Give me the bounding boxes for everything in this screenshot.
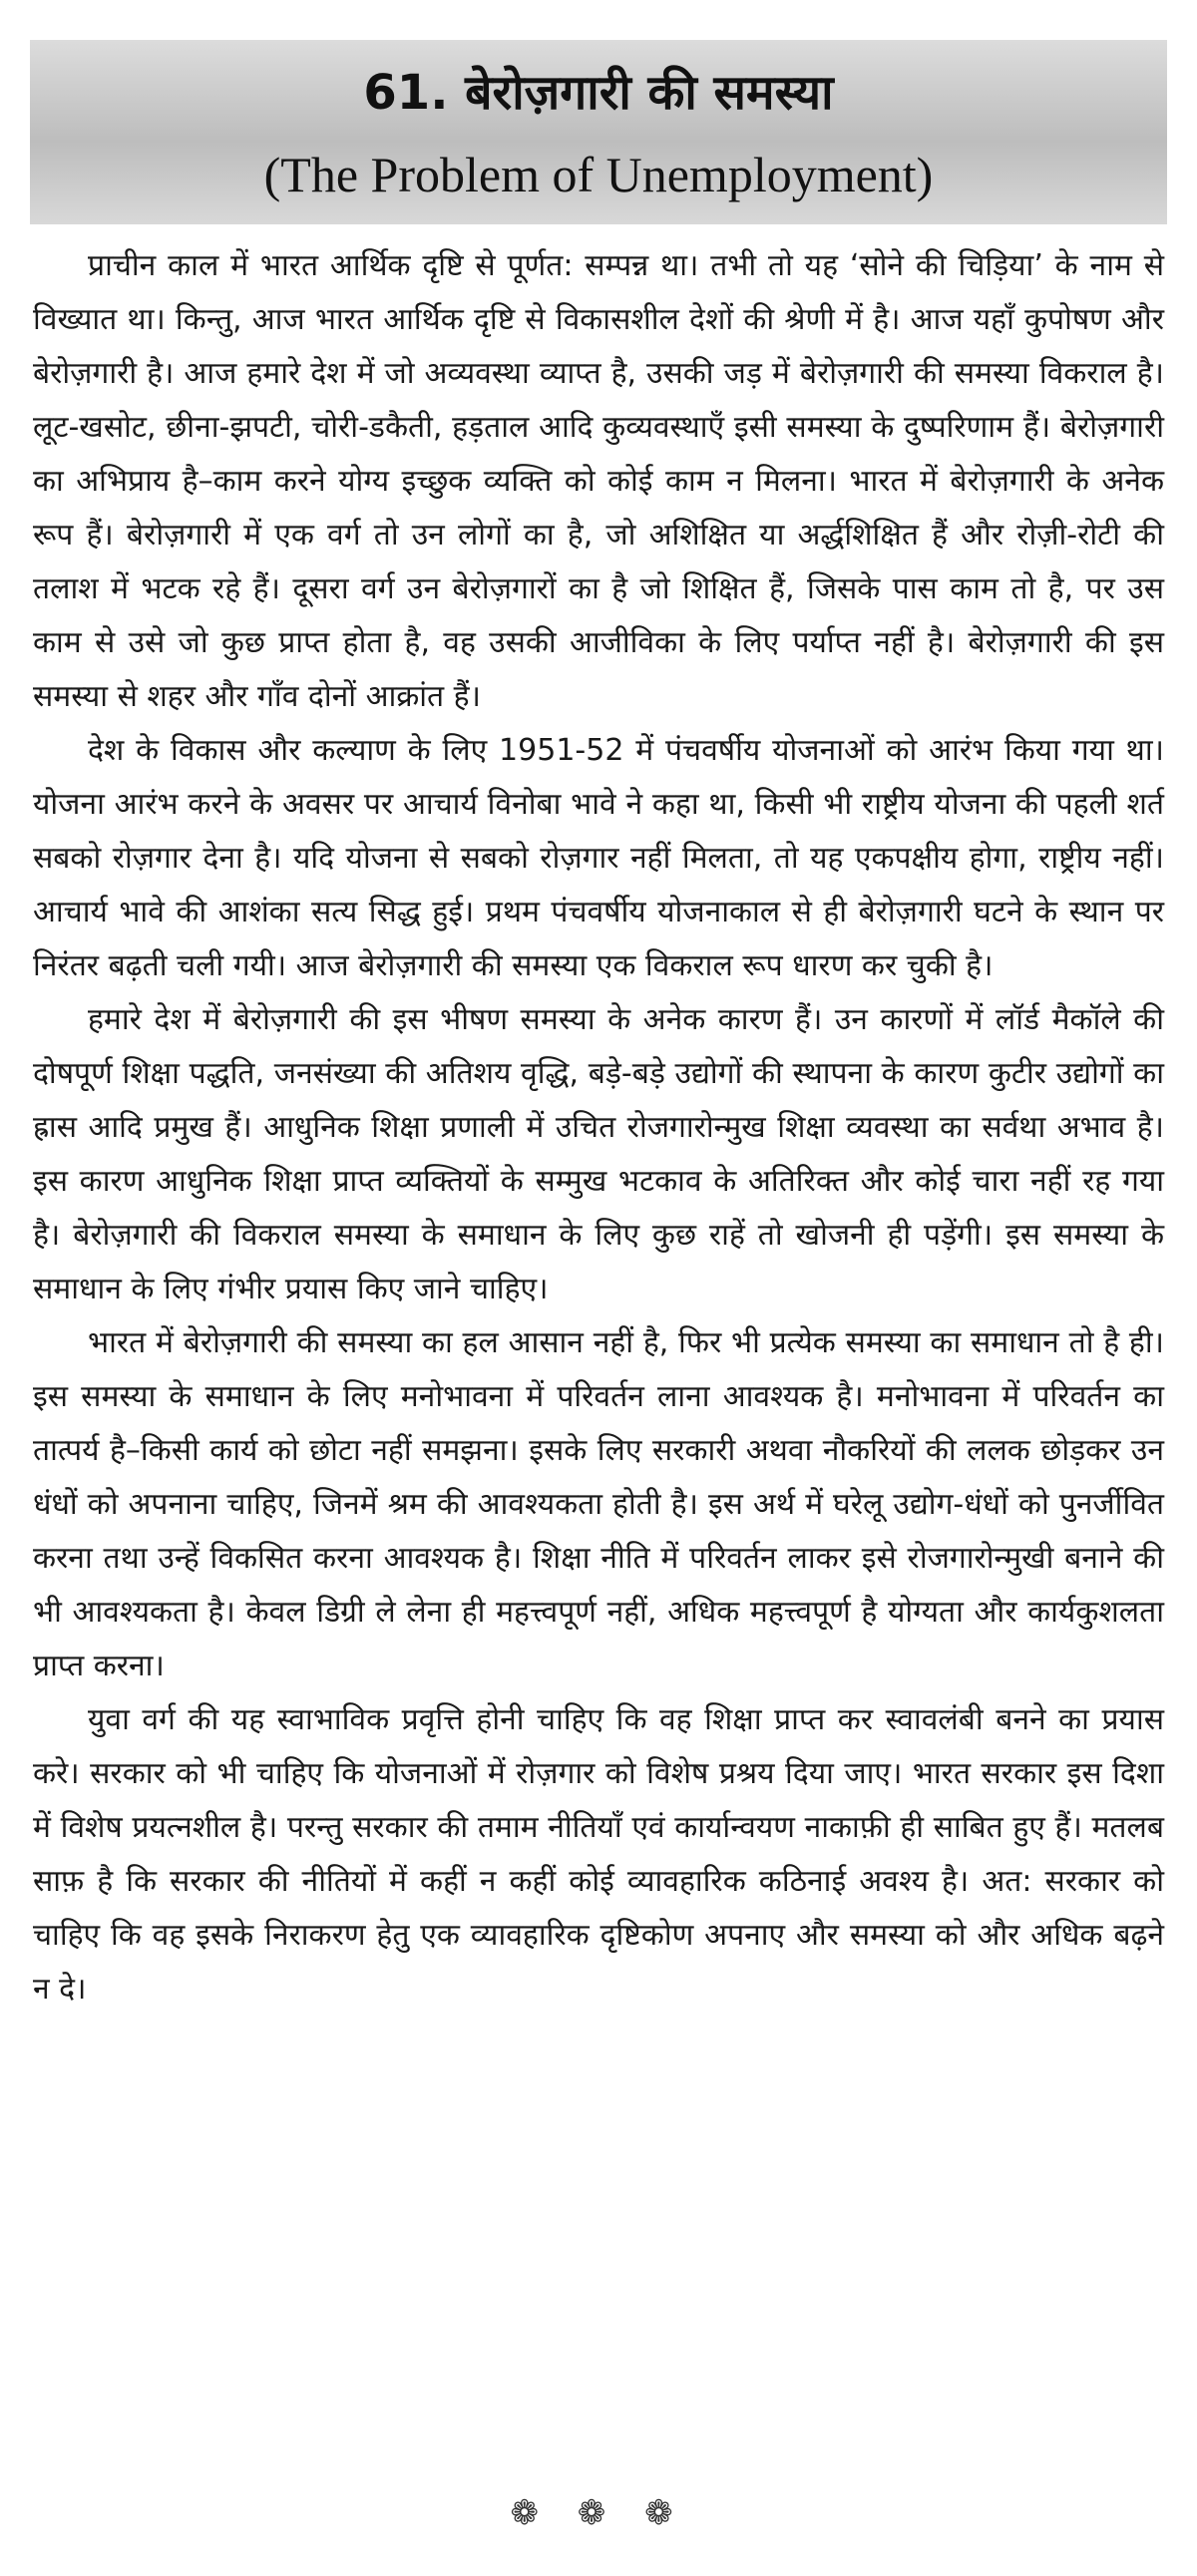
essay-title-hindi: 61. बेरोज़गारी की समस्या (363, 65, 834, 121)
end-ornaments (0, 2493, 1197, 2533)
essay-body (33, 239, 1164, 2017)
paragraph-5: युवा वर्ग की यह स्वाभाविक प्रवृत्ति होनी चाहिए कि वह शिक्षा प्राप्त कर स्वावलंबी बनने का प्रयास करे। सरकार को भी चाहिए कि योजनाओं में रोज़गार को विशेष प्रश्रय दिया जाए। भारत सरकार इस दिशा में विशेष प्रयत्नशील है। परन्तु सरकार की तमाम नीतियाँ एवं कार्यान्वयण नाकाफ़ी ही साबित हुए हैं। मतलब साफ़ है कि सरकार की नीतियों में कहीं न कहीं कोई व्यावहारिक कठिनाई अवश्य है। अत: सरकार को चाहिए कि वह इसके निराकरण हेतु एक व्यावहारिक दृष्टिकोण अपनाए और समस्या को और अधिक बढ़ने न दे। (33, 1702, 1164, 2007)
paragraph-4: भारत में बेरोज़गारी की समस्या का हल आसान नहीं है, फिर भी प्रत्येक समस्या का समाधान तो है ही। इस समस्या के समाधान के लिए मनोभावना में परिवर्तन लाना आवश्यक है। मनोभावना में परिवर्तन का तात्पर्य है–किसी कार्य को छोटा नहीं समझना। इसके लिए सरकारी अथवा नौकरियों की ललक छोड़कर उन धंधों को अपनाना चाहिए, जिनमें श्रम की आवश्यकता होती है। इस अर्थ में घरेलू उद्योग-धंधों को पुनर्जीवित करना तथा उन्हें विकसित करना आवश्यक है। शिक्षा नीति में परिवर्तन लाकर इसे रोजगारोन्मुखी बनाने की भी आवश्यकता है। केवल डिग्री ले लेना ही महत्त्वपूर्ण नहीं, अधिक महत्त्वपूर्ण है योग्यता और कार्यकुशलता प्राप्त करना। (33, 1325, 1164, 1683)
paragraph-2: देश के विकास और कल्याण के लिए 1951-52 में पंचवर्षीय योजनाओं को आरंभ किया गया था। योजना आरंभ करने के अवसर पर आचार्य विनोबा भावे ने कहा था, किसी भी राष्ट्रीय योजना की पहली शर्त सबको रोज़गार देना है। यदि योजना से सबको रोज़गार नहीं मिलता, तो यह एकपक्षीय होगा, राष्ट्रीय नहीं। आचार्य भावे की आशंका सत्य सिद्ध हुई। प्रथम पंचवर्षीय योजनाकाल से ही बेरोज़गारी घटने के स्थान पर निरंतर बढ़ती चली गयी। आज बेरोज़गारी की समस्या एक विकराल रूप धारण कर चुकी है। (33, 733, 1164, 983)
essay-title-english: (The Problem of Unemployment) (263, 147, 934, 202)
paragraph-1: प्राचीन काल में भारत आर्थिक दृष्टि से पूर्णत: सम्पन्न था। तभी तो यह ‘सोने की चिड़िया’ के नाम से विख्यात था। किन्तु, आज भारत आर्थिक दृष्टि से विकासशील देशों की श्रेणी में है। आज यहाँ कुपोषण और बेरोज़गारी है। आज हमारे देश में जो अव्यवस्था व्याप्त है, उसकी जड़ में बेरोज़गारी की समस्या विकराल है। लूट-खसोट, छीना-झपटी, चोरी-डकैती, हड़ताल आदि कुव्यवस्थाएँ इसी समस्या के दुष्परिणाम हैं। बेरोज़गारी का अभिप्राय है–काम करने योग्य इच्छुक व्यक्ति को कोई काम न मिलना। भारत में बेरोज़गारी के अनेक रूप हैं। बेरोज़गारी में एक वर्ग तो उन लोगों का है, जो अशिक्षित या अर्द्धशिक्षित हैं और रोज़ी-रोटी की तलाश में भटक रहे हैं। दूसरा वर्ग उन बेरोज़गारों का है जो शिक्षित हैं, जिसके पास काम तो है, पर उस काम से उसे जो कुछ प्राप्त होता है, वह उसकी आजीविका के लिए पर्याप्त नहीं है। बेरोज़गारी की इस समस्या से शहर और गाँव दोनों आक्रांत हैं। (33, 248, 1164, 714)
flower-ornament-icon: ❁ (577, 2493, 620, 2533)
flower-ornament-icon: ❁ (510, 2493, 553, 2533)
flower-ornament-icon: ❁ (644, 2493, 687, 2533)
paragraph-3: हमारे देश में बेरोज़गारी की इस भीषण समस्या के अनेक कारण हैं। उन कारणों में लॉर्ड मैकॉले की दोषपूर्ण शिक्षा पद्धति, जनसंख्या की अतिशय वृद्धि, बड़े-बड़े उद्योगों की स्थापना के कारण कुटीर उद्योगों का ह्रास आदि प्रमुख हैं। आधुनिक शिक्षा प्रणाली में उचित रोजगारोन्मुख शिक्षा व्यवस्था का सर्वथा अभाव है। इस कारण आधुनिक शिक्षा प्राप्त व्यक्तियों के सम्मुख भटकाव के अतिरिक्त और कोई चारा नहीं रह गया है। बेरोज़गारी की विकराल समस्या के समाधान के लिए कुछ राहें तो खोजनी ही पड़ेंगी। इस समस्या के समाधान के लिए गंभीर प्रयास किए जाने चाहिए। (33, 1002, 1164, 1306)
